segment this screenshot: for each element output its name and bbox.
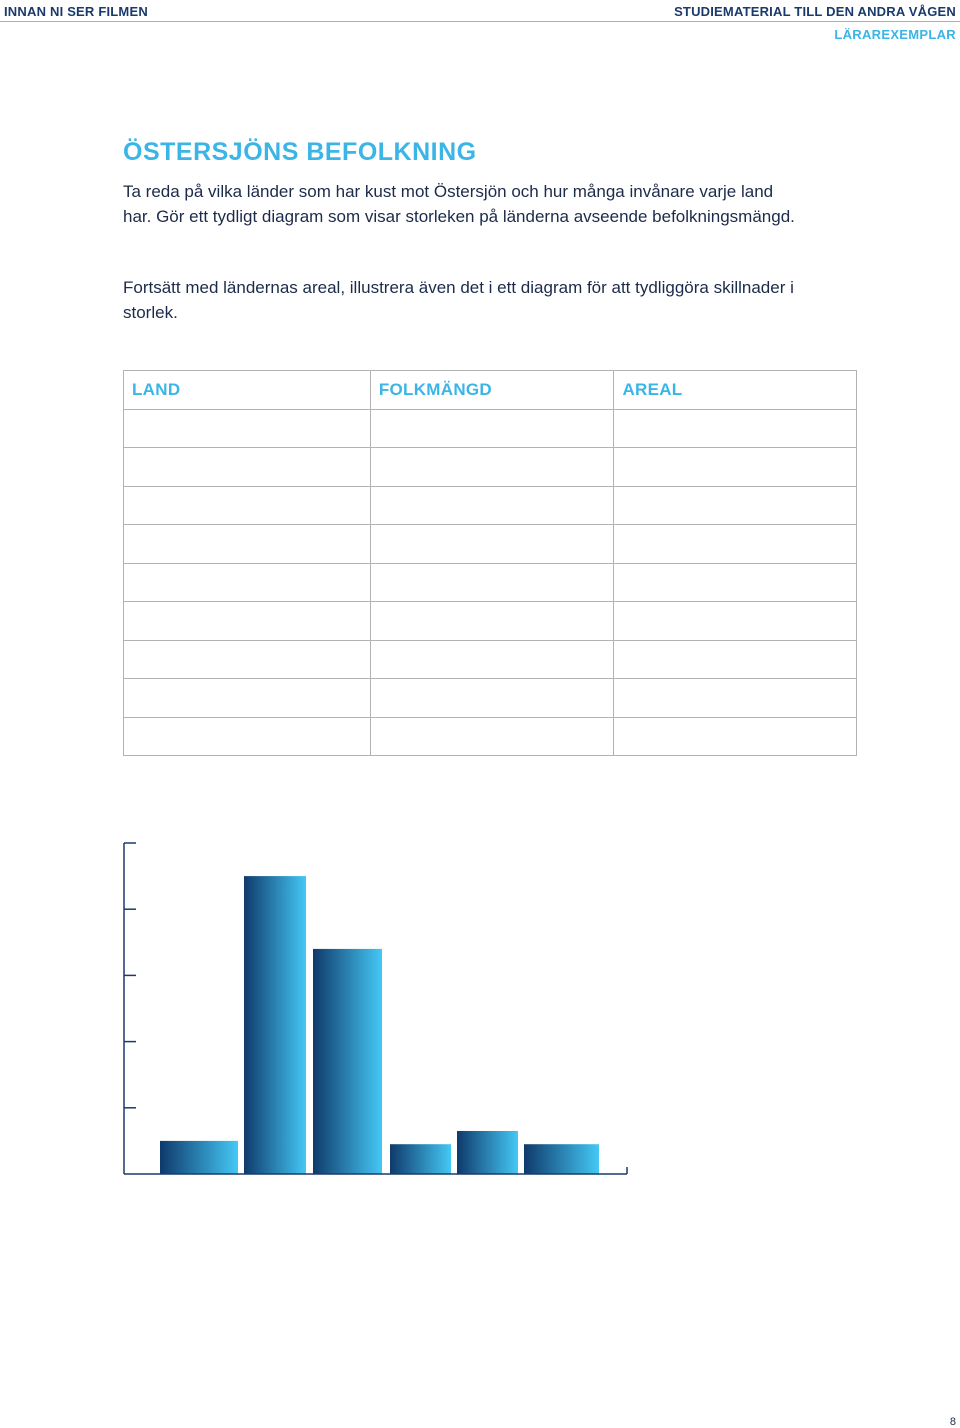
bar-6 — [524, 1144, 599, 1174]
header-subtitle: LÄRAREXEMPLAR — [834, 27, 956, 42]
page-number: 8 — [949, 1416, 956, 1428]
bar-4 — [390, 1144, 451, 1174]
column-header-land: LAND — [124, 371, 371, 410]
instruction-paragraph-2: Fortsätt med ländernas areal, illustrera även det i ett diagram för att tydliggöra skillnader i storlek. — [123, 278, 794, 322]
bar-2 — [244, 876, 306, 1174]
page-title: ÖSTERSJÖNS BEFOLKNING — [123, 138, 477, 166]
instruction-paragraph-1: Ta reda på vilka länder som har kust mot Östersjön och hur många invånare varje land har. Gör ett tydligt diagram som visar storleken på länderna avseende befolkningsmängd. — [123, 182, 795, 226]
column-header-folkmangd: FOLKMÄNGD — [370, 371, 614, 410]
bar-1 — [160, 1141, 238, 1174]
column-header-areal: AREAL — [614, 371, 857, 410]
bar-5 — [457, 1131, 518, 1174]
header-left: INNAN NI SER FILMEN — [4, 4, 148, 19]
header-right: STUDIEMATERIAL TILL DEN ANDRA VÅGEN — [674, 4, 956, 19]
bar-3 — [313, 949, 382, 1174]
